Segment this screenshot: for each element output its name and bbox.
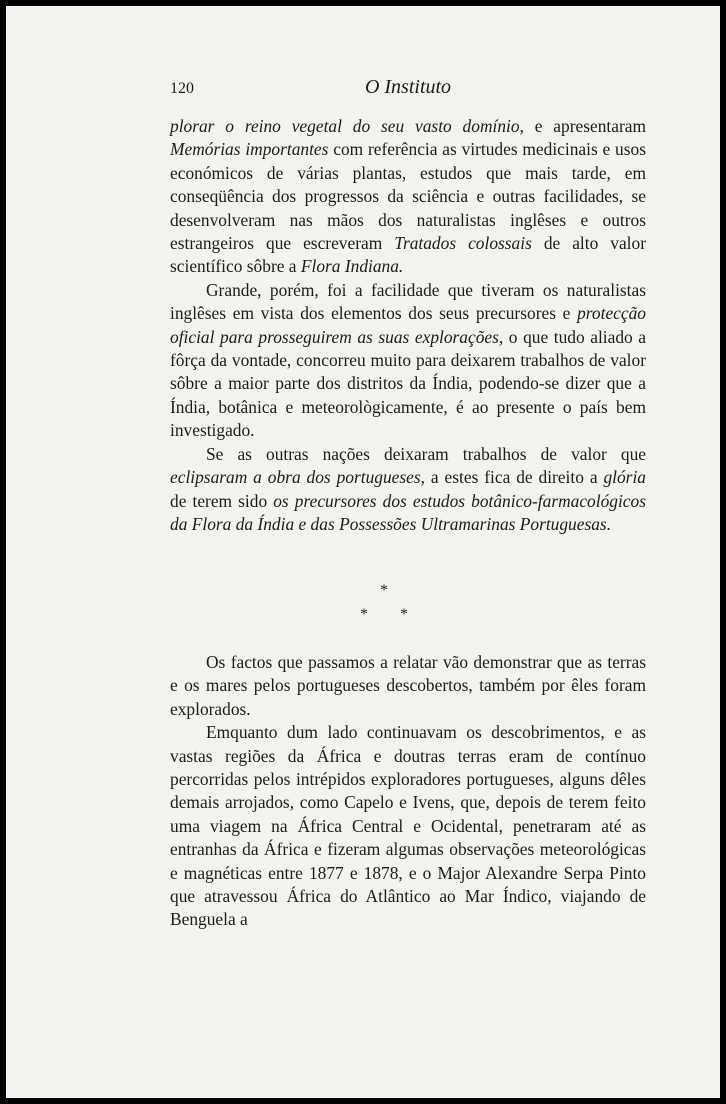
text-run: glória bbox=[603, 467, 646, 488]
text-run: os precursores dos estudos botânico-farmacológicos da Flora da Índia e das Possessões Ultramarinas Portuguesas. bbox=[170, 490, 646, 534]
text-run: , e apresentaram bbox=[519, 116, 646, 136]
text-run: Grande, porém, foi a facilidade que tiveram os naturalistas inglêses em vista dos elementos dos seus precursores e bbox=[170, 279, 646, 324]
asterisk: * bbox=[360, 606, 368, 623]
paragraph-3 bbox=[170, 443, 646, 537]
text-run: Tratados colossais bbox=[394, 233, 532, 254]
text-run: , a estes fica de direito a bbox=[420, 467, 604, 488]
paragraph-2 bbox=[170, 279, 646, 443]
text-run: de alto valor scientífico sôbre a bbox=[170, 233, 646, 277]
body-text-bottom bbox=[170, 651, 646, 932]
paragraph-5 bbox=[170, 721, 646, 932]
asterisk: * bbox=[380, 582, 388, 599]
paragraph-4 bbox=[170, 651, 646, 721]
text-run: protecção oficial para prosseguirem as suas explorações, bbox=[170, 303, 646, 347]
text-run: Memórias importantes bbox=[170, 139, 329, 160]
text-run: com referência as virtudes medicinais e usos económicos de várias plantas, estudos que mais tarde, em conseqüência dos progressos da sciência e outras facilidades, se desenvolveram nas mãos dos naturalistas inglêses e outros estrangeiros que escreveram bbox=[170, 139, 646, 254]
paragraph-1 bbox=[170, 115, 646, 279]
asterisk: * bbox=[400, 606, 408, 623]
text-run: Se as outras nações deixaram trabalhos de valor que bbox=[206, 443, 646, 464]
text-run: Os factos que passamos a relatar vão demonstrar que as terras e os mares pelos portugueses descobertos, também por êles foram explorados. bbox=[170, 652, 646, 719]
text-run: plorar o reino vegetal do seu vasto domínio bbox=[170, 116, 520, 136]
text-run: o que tudo aliado a fôrça da vontade, concorreu muito para deixarem trabalhos de valor sôbre a maior parte dos distritos da Índia, podendo-se dizer que a Índia, botânica e meteorològicamente, é ao presente o país bem investigado. bbox=[170, 326, 646, 441]
text-run: eclipsaram a obra dos portugueses bbox=[170, 467, 421, 488]
text-run: Emquanto dum lado continuavam os descobrimentos, e as vastas regiões da África e doutras terras eram de contínuo percorridas pelos intrépidos exploradores portugueses, alguns dêles demais arrojados, como Capelo e Ivens, que, depois de terem feito uma viagem na África Central e Ocidental, penetraram até as entranhas da África e fizeram algumas observações meteorológicas e magnéticas entre 1877 e 1878, e o Major Alexandre Serpa Pinto que atravessou África do Atlântico ao Mar Índico, viajando de Benguela a bbox=[170, 722, 646, 930]
body-text-top bbox=[170, 115, 646, 536]
journal-title: O Instituto bbox=[364, 76, 452, 98]
page bbox=[6, 6, 720, 1098]
running-header bbox=[170, 72, 646, 102]
text-run: Flora Indiana. bbox=[300, 256, 404, 277]
page-number: 120 bbox=[170, 80, 194, 97]
text-run: de terem sido bbox=[170, 490, 274, 511]
